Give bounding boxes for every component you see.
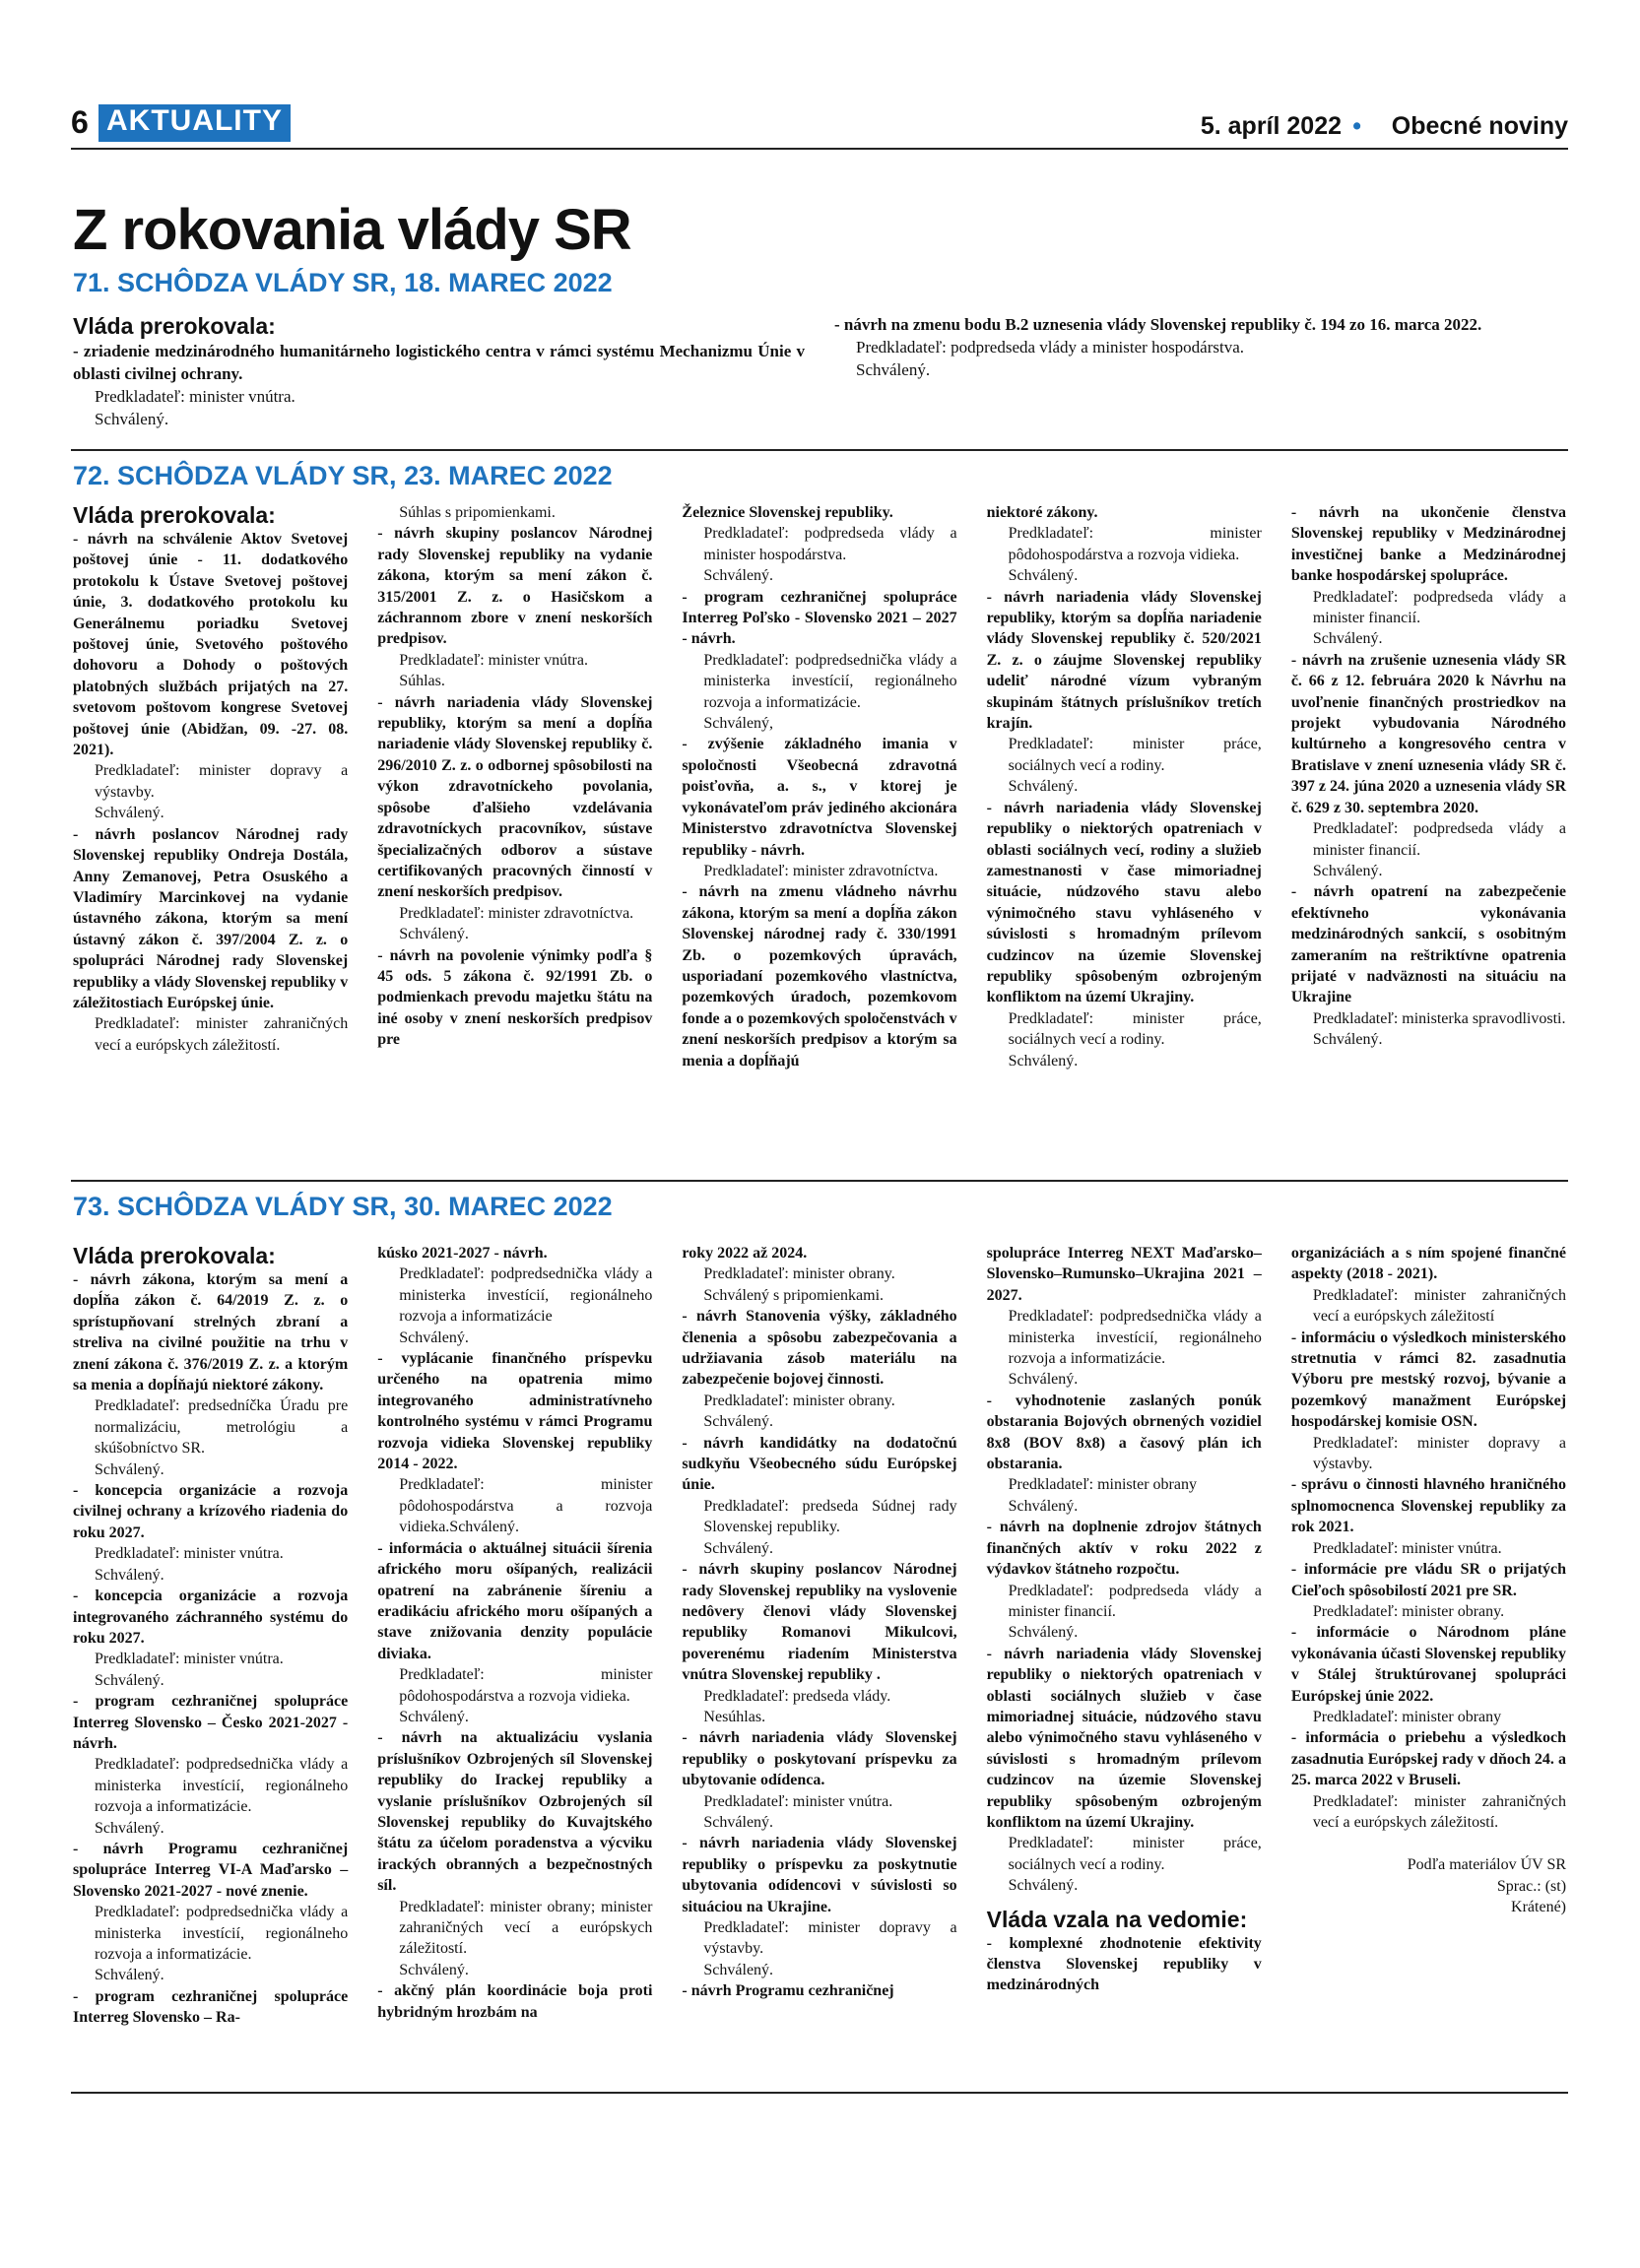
- agenda-item: roky 2022 až 2024.: [682, 1245, 808, 1262]
- agenda-item: - zvýšenie základného imania v spoločnosti Všeobecná zdravotná poisťovňa, a. s., v ktorej je vykonávateľom práv jediného akcionára Ministerstvo zdravotníctva Slovenskej republiky - návrh.: [682, 736, 957, 859]
- s72-column-4: [987, 502, 1262, 1071]
- agenda-note: Schválený.: [1008, 778, 1079, 796]
- section-divider-71: [71, 449, 1568, 451]
- agenda-note: Predkladateľ: minister dopravy a výstavby.: [95, 762, 349, 801]
- s73-noted-label: Vláda vzala na vedomie:: [986, 1906, 1248, 1932]
- agenda-note: Schválený.: [1008, 567, 1079, 585]
- agenda-note: Predkladateľ: podpredsednička vlády a ministerka investícií, regionálneho rozvoja a informatizácie.: [95, 1756, 349, 1816]
- page-number: 6: [71, 104, 89, 140]
- agenda-note: Predkladateľ: minister zdravotníctva.: [703, 862, 939, 879]
- agenda-item: - návrh Stanovenia výšky, základného členenia a spôsobu zabezpečovania a udržiavania zásob materiálu na zabezpečenie bojovej činnosti.: [682, 1308, 957, 1389]
- agenda-item: - akčný plán koordinácie boja proti hybridným hrozbám na: [377, 1982, 653, 2021]
- agenda-note: Schválený.: [95, 1566, 164, 1584]
- agenda-note: Predkladateľ: minister obrany.: [703, 1392, 895, 1409]
- agenda-item: niektoré zákony.: [986, 504, 1098, 521]
- agenda-note: Predkladateľ: podpredseda vlády a minister financií.: [1312, 820, 1567, 859]
- agenda-note: Schválený.: [95, 1967, 164, 1984]
- column-text: [73, 529, 348, 1056]
- s73-column-5: [1291, 1243, 1566, 2029]
- s72-column-1: [73, 502, 348, 1071]
- column-text: [73, 340, 805, 430]
- agenda-note: Schválený.: [703, 1813, 774, 1831]
- s73-column-3: [682, 1243, 956, 2029]
- agenda-item: - návrh na zrušenie uznesenia vlády SR č. 66 z 12. februára 2020 k Návrhu na uvoľnenie finančných prostriedkov na projekt vybudovania Národného kultúrneho a kongresového centra v Bratislave v znení uznesenia vlády SR č. 397 z 24. júna 2020 a uznesenia vlády SR č. 629 z 30. septembra 2020.: [1290, 651, 1567, 816]
- agenda-note: Schválený.: [399, 1961, 469, 1978]
- agenda-note: Predkladateľ: minister zahraničných vecí a európskych záležitostí.: [95, 1015, 349, 1054]
- header-rule: [71, 148, 1568, 150]
- s73-column-1: [73, 1243, 348, 2029]
- agenda-note: Schválený,: [703, 715, 774, 733]
- agenda-item: - návrh na zmenu vládneho návrhu zákona, ktorým sa mení a dopĺňa zákon Slovenskej národnej rady č. 330/1991 Zb. o pozemkových úpravách, usporiadaní pozemkového vlastníctva, pozemkových úradoch, pozemkovom fonde a o pozemkových spoločenstvách v znení neskorších predpisov a ktorým sa menia a dopĺňajú: [682, 883, 957, 1069]
- column-text: [987, 502, 1262, 1071]
- column-text: [834, 313, 1566, 381]
- agenda-note: Predkladateľ: podpredsednička vlády a ministerka investícií, regionálneho rozvoja a informatizácie.: [703, 651, 957, 711]
- s73-agenda-label: Vláda prerokovala:: [73, 1243, 276, 1268]
- agenda-note: Nesúhlas.: [703, 1708, 766, 1725]
- agenda-note: Predkladateľ: podpredseda vlády a minister hospodárstva.: [856, 338, 1245, 356]
- agenda-note: Schválený.: [95, 805, 164, 822]
- agenda-note: Schválený.: [399, 926, 469, 943]
- agenda-item: - návrh nariadenia vlády Slovenskej republiky, ktorým sa dopĺňa nariadenie vlády Slovenskej republiky č. 520/2021 Z. z. o záujme Slovenskej republiky udeliť národné vízum vybraným skupinám štátnych príslušníkov tretích krajín.: [986, 588, 1262, 733]
- session-71-heading: 71. SCHÔDZA VLÁDY SR, 18. MAREC 2022: [73, 268, 613, 297]
- agenda-item: - návrh na zmenu bodu B.2 uznesenia vlády Slovenskej republiky č. 194 zo 16. marca 2022.: [834, 315, 1482, 334]
- agenda-note: Schválený.: [703, 1413, 774, 1431]
- agenda-item: - návrh Programu cezhraničnej spolupráce Interreg VI-A Maďarsko – Slovensko 2021-2027 - nové znenie.: [73, 1840, 349, 1900]
- agenda-item: - návrh zákona, ktorým sa mení a dopĺňa zákon č. 64/2019 Z. z. o sprístupňovaní strelných zbraní a streliva na civilné použitie na trhu v znení zákona č. 376/2019 Z. z. a ktorým sa menia a dopĺňajú niektoré zákony.: [73, 1271, 349, 1394]
- agenda-item: - návrh na aktualizáciu vyslania príslušníkov Ozbrojených síl Slovenskej republiky do Irackej republiky a vyslanie príslušníkov Ozbrojených síl Slovenskej republiky do Kuvajtského štátu za účelom poradenstva a výcviku irackých obranných a bezpečnostných síl.: [377, 1729, 653, 1895]
- agenda-note: Schválený.: [95, 1671, 164, 1689]
- agenda-item: - návrh nariadenia vlády Slovenskej republiky o príspevku za poskytnutie ubytovania odídencovi v súvislosti so situáciou na Ukrajine.: [682, 1835, 957, 1915]
- s72-agenda-label: Vláda prerokovala:: [73, 502, 276, 528]
- credit-line: Podľa materiálov ÚV SR: [1407, 1856, 1567, 1874]
- agenda-note: Schválený.: [399, 1328, 469, 1346]
- agenda-note: Predkladateľ: podpredsednička vlády a ministerka investícií, regionálneho rozvoja a informatizácie: [399, 1265, 653, 1326]
- agenda-note: Predkladateľ: minister zahraničných vecí a európskych záležitostí: [1312, 1286, 1567, 1326]
- s72-column-2: [377, 502, 652, 1071]
- agenda-note: Predkladateľ: minister práce, sociálnych vecí a rodiny.: [1008, 736, 1262, 774]
- agenda-note: Predkladateľ: podpredsednička vlády a ministerka investícií, regionálneho rozvoja a informatizácie.: [1008, 1308, 1262, 1368]
- newspaper-name: Obecné noviny: [1391, 112, 1568, 140]
- agenda-item: - program cezhraničnej spolupráce Interreg Slovensko – Ra-: [73, 1987, 349, 2027]
- agenda-note: Predkladateľ: minister vnútra.: [1312, 1539, 1502, 1557]
- column-text: [1291, 502, 1566, 1051]
- agenda-note: Schválený.: [1312, 1031, 1383, 1049]
- agenda-note: Schválený.: [1008, 1877, 1079, 1895]
- agenda-note: Predkladateľ: podpredseda vlády a minister financií.: [1312, 588, 1567, 627]
- agenda-note: Súhlas.: [399, 673, 445, 690]
- agenda-note: Schválený.: [95, 1819, 164, 1837]
- source-credit: [1291, 1854, 1566, 1917]
- s72-column-3: [682, 502, 956, 1071]
- agenda-item: kúsko 2021-2027 - návrh.: [377, 1245, 548, 1262]
- agenda-item: - návrh na povolenie výnimky podľa § 45 ods. 5 zákona č. 92/1991 Zb. o podmienkach prevodu majetku štátu na iné osoby v znení neskorších predpisov pre: [377, 946, 653, 1049]
- credit-line: Sprac.: (st): [1496, 1877, 1567, 1895]
- issue-date: 5. apríl 2022: [1200, 112, 1342, 140]
- agenda-note: Schválený.: [703, 1961, 774, 1978]
- agenda-note: Schválený.: [1312, 630, 1383, 648]
- agenda-item: - návrh poslancov Národnej rady Slovenskej republiky Ondreja Dostála, Anny Zemanovej, Petra Osuského a Vladimíry Marcinkovej na vydanie ústavného zákona, ktorým sa mení ústavný zákon č. 397/2004 Z. z. o spolupráci Národnej rady Slovenskej republiky a vlády Slovenskej republiky v záležitostiach Európskej únie.: [73, 825, 349, 1011]
- agenda-note: Schválený.: [1312, 862, 1383, 879]
- agenda-note: Predkladateľ: predseda Súdnej rady Slovenskej republiky.: [703, 1497, 957, 1536]
- agenda-item: - vyhodnotenie zaslaných ponúk obstarania Bojových obrnených vozidiel 8x8 (BOV 8x8) a časový plán ich obstarania.: [986, 1392, 1262, 1473]
- agenda-note: Predkladateľ: minister práce, sociálnych vecí a rodiny.: [1008, 1835, 1262, 1873]
- agenda-note: Predkladateľ: podpredseda vlády a minister financií.: [1008, 1582, 1262, 1620]
- agenda-note: Predkladateľ: minister vnútra.: [399, 651, 588, 669]
- page-header: [71, 102, 1568, 148]
- session-73-heading: 73. SCHÔDZA VLÁDY SR, 30. MAREC 2022: [73, 1192, 613, 1221]
- agenda-note: Predkladateľ: minister zahraničných vecí a európskych záležitostí.: [1312, 1792, 1567, 1831]
- s71-column-2: [834, 313, 1566, 430]
- section-label: AKTUALITY: [98, 104, 291, 142]
- session-72-heading: 72. SCHÔDZA VLÁDY SR, 23. MAREC 2022: [73, 461, 613, 490]
- agenda-note: Schválený.: [399, 1708, 469, 1725]
- agenda-item: - návrh opatrení na zabezpečenie efektívneho vykonávania medzinárodných sankcií, s osobitným zameraním na reštriktívne opatrenia prijaté v nadväznosti na situáciu na Ukrajine: [1290, 883, 1567, 1006]
- agenda-item: - návrh skupiny poslancov Národnej rady Slovenskej republiky na vyslovenie nedôvery členovi vlády Slovenskej republiky Romanovi Mikulcovi, poverenému riadením Ministerstva vnútra Slovenskej republiky .: [682, 1561, 957, 1684]
- agenda-item: - návrh kandidátky na dodatočnú sudkyňu Všeobecného súdu Európskej únie.: [682, 1434, 957, 1494]
- agenda-note: Schválený.: [1008, 1497, 1079, 1515]
- agenda-note: Predkladateľ: minister pôdohospodárstva a rozvoja vidieka.Schválený.: [399, 1476, 653, 1536]
- agenda-item: - program cezhraničnej spolupráce Interreg Poľsko - Slovensko 2021 – 2027 - návrh.: [682, 588, 957, 648]
- agenda-item: - návrh nariadenia vlády Slovenskej republiky, ktorým sa mení a dopĺňa nariadenie vlády Slovenskej republiky č. 296/2010 Z. z. o odbornej spôsobilosti na výkon zdravotníckeho povolania, spôsobe ďalšieho vzdelávania zdravotníckych pracovníkov, sústave špecializačných odborov a sústave certifikovaných pracovných činností v znení neskorších predpisov.: [377, 693, 653, 901]
- agenda-item: - informácia o aktuálnej situácii šírenia afrického moru ošípaných, realizácii opatrení na zabránenie šíreniu a eradikáciu afrického moru ošípaných a stave znižovania denzity populácie diviaka.: [377, 1539, 653, 1662]
- agenda-item: - informácia o priebehu a výsledkoch zasadnutia Európskej rady v dňoch 24. a 25. marca 2022 v Bruseli.: [1290, 1729, 1567, 1789]
- agenda-note: Schválený.: [95, 410, 169, 428]
- agenda-item: - návrh nariadenia vlády Slovenskej republiky o niektorých opatreniach v oblasti sociálnych služieb v čase mimoriadnej situácie, núdzového stavu alebo výnimočného stavu vyhláseného v súvislosti s hromadným prílevom cudzincov na územie Slovenskej republiky spôsobeným ozbrojeným konfliktom na území Ukrajiny.: [986, 1645, 1262, 1831]
- agenda-item: - vyplácanie finančného príspevku určeného na opatrenia mimo integrovaného administratívneho kontrolného systému v rámci Programu rozvoja vidieka Slovenskej republiky 2014 - 2022.: [377, 1350, 653, 1473]
- agenda-note: Schválený s pripomienkami.: [703, 1286, 885, 1304]
- agenda-note: Predkladateľ: predsedníčka Úradu pre normalizáciu, metrológiu a skúšobníctvo SR.: [95, 1397, 349, 1458]
- agenda-note: Schválený.: [95, 1460, 164, 1478]
- agenda-note: Schválený.: [703, 1539, 774, 1557]
- agenda-note: Schválený.: [1008, 1624, 1079, 1642]
- column-text: [377, 1243, 652, 2023]
- agenda-item: - koncepcia organizácie a rozvoja integrovaného záchranného systému do roku 2027.: [73, 1588, 349, 1647]
- agenda-item: - návrh Programu cezhraničnej: [682, 1982, 894, 2000]
- agenda-note: Predkladateľ: minister obrany: [1008, 1476, 1197, 1494]
- agenda-item: - informácie pre vládu SR o prijatých Cieľoch spôsobilostí 2021 pre SR.: [1290, 1561, 1567, 1599]
- agenda-item: organizáciách a s ním spojené finančné aspekty (2018 - 2021).: [1290, 1245, 1567, 1283]
- agenda-note: Predkladateľ: minister pôdohospodárstva a rozvoja vidieka.: [1008, 525, 1262, 563]
- agenda-item: - návrh nariadenia vlády Slovenskej republiky o niektorých opatreniach v oblasti sociálnych vecí, rodiny a služieb zamestnanosti v čase mimoriadnej situácie, núdzového stavu alebo výnimočného stavu vyhláseného v súvislosti s hromadným prílevom cudzincov na územie Slovenskej republiky spôsobeným ozbrojeným konfliktom na území Ukrajiny.: [986, 799, 1262, 1006]
- column-text: [1291, 1243, 1566, 1833]
- agenda-note: Predkladateľ: minister obrany: [1312, 1708, 1502, 1725]
- agenda-item: - návrh skupiny poslancov Národnej rady Slovenskej republiky na vydanie zákona, ktorým sa mení zákon č. 315/2001 Z. z. o Hasičskom a záchrannom zbore v znení neskorších predpisov.: [377, 525, 653, 648]
- agenda-item: - koncepcia organizácie a rozvoja civilnej ochrany a krízového riadenia do roku 2027.: [73, 1482, 349, 1541]
- page-title: Z rokovania vlády SR: [73, 198, 631, 262]
- agenda-note: Predkladateľ: podpredseda vlády a minister hospodárstva.: [703, 525, 957, 563]
- session-71-body: [73, 313, 1566, 430]
- s71-agenda-label: Vláda prerokovala:: [73, 313, 276, 339]
- agenda-item: spolupráce Interreg NEXT Maďarsko–Slovensko–Rumunsko–Ukrajina 2021 – 2027.: [986, 1245, 1262, 1304]
- agenda-item: - návrh nariadenia vlády Slovenskej republiky o poskytovaní príspevku za ubytovanie odídenca.: [682, 1729, 957, 1789]
- agenda-note: Súhlas s pripomienkami.: [399, 504, 556, 521]
- section-divider-72: [71, 1180, 1568, 1182]
- agenda-note: Predkladateľ: minister vnútra.: [95, 1545, 284, 1563]
- agenda-item: - návrh na schválenie Aktov Svetovej poštovej únie - 11. dodatkového protokolu k Ústave Svetovej poštovej únie, 3. dodatkového protokolu ku Generálnemu poriadku Svetovej poštovej únie, Svetového poštového dohovoru a Dohody o poštových platobných službách prijatých na 27. svetovom poštovom kongrese Svetovej poštovej únie (Abidžan, 09. -27. 08. 2021).: [73, 531, 349, 759]
- header-bullet: •: [1352, 112, 1361, 140]
- agenda-note: Predkladateľ: ministerka spravodlivosti.: [1312, 1009, 1566, 1027]
- agenda-item: Železnice Slovenskej republiky.: [682, 504, 893, 521]
- agenda-note: Predkladateľ: minister vnútra.: [95, 387, 295, 406]
- credit-line: Krátené): [1511, 1899, 1567, 1916]
- agenda-item: - správu o činnosti hlavného hraničného splnomocnenca Slovenskej republiky za rok 2021.: [1290, 1476, 1567, 1536]
- footer-rule: [71, 2092, 1568, 2094]
- agenda-note: Predkladateľ: minister dopravy a výstavby.: [703, 1919, 957, 1958]
- agenda-note: Schválený.: [1008, 1371, 1079, 1389]
- agenda-item: - komplexné zhodnotenie efektivity členstva Slovenskej republiky v medzinárodných: [986, 1934, 1262, 1994]
- s71-column-1: [73, 313, 805, 430]
- s73-column-4: [987, 1243, 1262, 2029]
- agenda-note: Schválený.: [856, 360, 931, 379]
- agenda-item: - informácie o Národnom pláne vykonávania účasti Slovenskej republiky v Stálej štruktúrovanej spolupráci Európskej únie 2022.: [1290, 1624, 1567, 1705]
- session-73-body: [73, 1243, 1566, 2029]
- agenda-note: Predkladateľ: minister práce, sociálnych vecí a rodiny.: [1008, 1009, 1262, 1049]
- agenda-note: Predkladateľ: predseda vlády.: [703, 1687, 891, 1705]
- agenda-note: Predkladateľ: minister pôdohospodárstva a rozvoja vidieka.: [399, 1666, 653, 1705]
- s72-column-5: [1291, 502, 1566, 1071]
- column-text: [73, 1269, 348, 2029]
- agenda-item: - zriadenie medzinárodného humanitárneho logistického centra v rámci systému Mechanizmu Únie v oblasti civilnej ochrany.: [73, 342, 805, 383]
- column-text: [987, 1933, 1262, 1996]
- column-text: [377, 502, 652, 1051]
- agenda-note: Predkladateľ: podpredsednička vlády a ministerka investícií, regionálneho rozvoja a informatizácie.: [95, 1904, 349, 1963]
- agenda-note: Predkladateľ: minister obrany; minister zahraničných vecí a európskych záležitostí.: [399, 1898, 653, 1958]
- agenda-note: Schválený.: [1008, 1052, 1079, 1069]
- column-text: [682, 1243, 956, 2002]
- agenda-note: Predkladateľ: minister obrany.: [1312, 1602, 1505, 1620]
- agenda-note: Schválený.: [703, 567, 774, 585]
- agenda-item: - návrh na doplnenie zdrojov štátnych finančných aktív v roku 2022 z výdavkov štátneho rozpočtu.: [986, 1519, 1262, 1579]
- column-text: [987, 1243, 1262, 1897]
- agenda-note: Predkladateľ: minister zdravotníctva.: [399, 904, 634, 922]
- agenda-note: Predkladateľ: minister obrany.: [703, 1265, 895, 1283]
- agenda-item: - návrh na ukončenie členstva Slovenskej republiky v Medzinárodnej investičnej banke a Medzinárodnej banke hospodárskej spolupráce.: [1290, 504, 1567, 585]
- session-72-body: [73, 502, 1566, 1071]
- agenda-item: - informáciu o výsledkoch ministerského stretnutia v rámci 82. zasadnutia Výboru pre mestský rozvoj, bývanie a pozemkový manažment Európskej hospodárskej komisie OSN.: [1290, 1328, 1567, 1431]
- agenda-note: Predkladateľ: minister vnútra.: [703, 1792, 893, 1810]
- s73-column-2: [377, 1243, 652, 2029]
- agenda-note: Predkladateľ: minister vnútra.: [95, 1651, 284, 1668]
- agenda-note: Predkladateľ: minister dopravy a výstavby.: [1312, 1434, 1567, 1473]
- column-text: [682, 502, 956, 1071]
- agenda-item: - program cezhraničnej spolupráce Interreg Slovensko – Česko 2021-2027 - návrh.: [73, 1693, 349, 1752]
